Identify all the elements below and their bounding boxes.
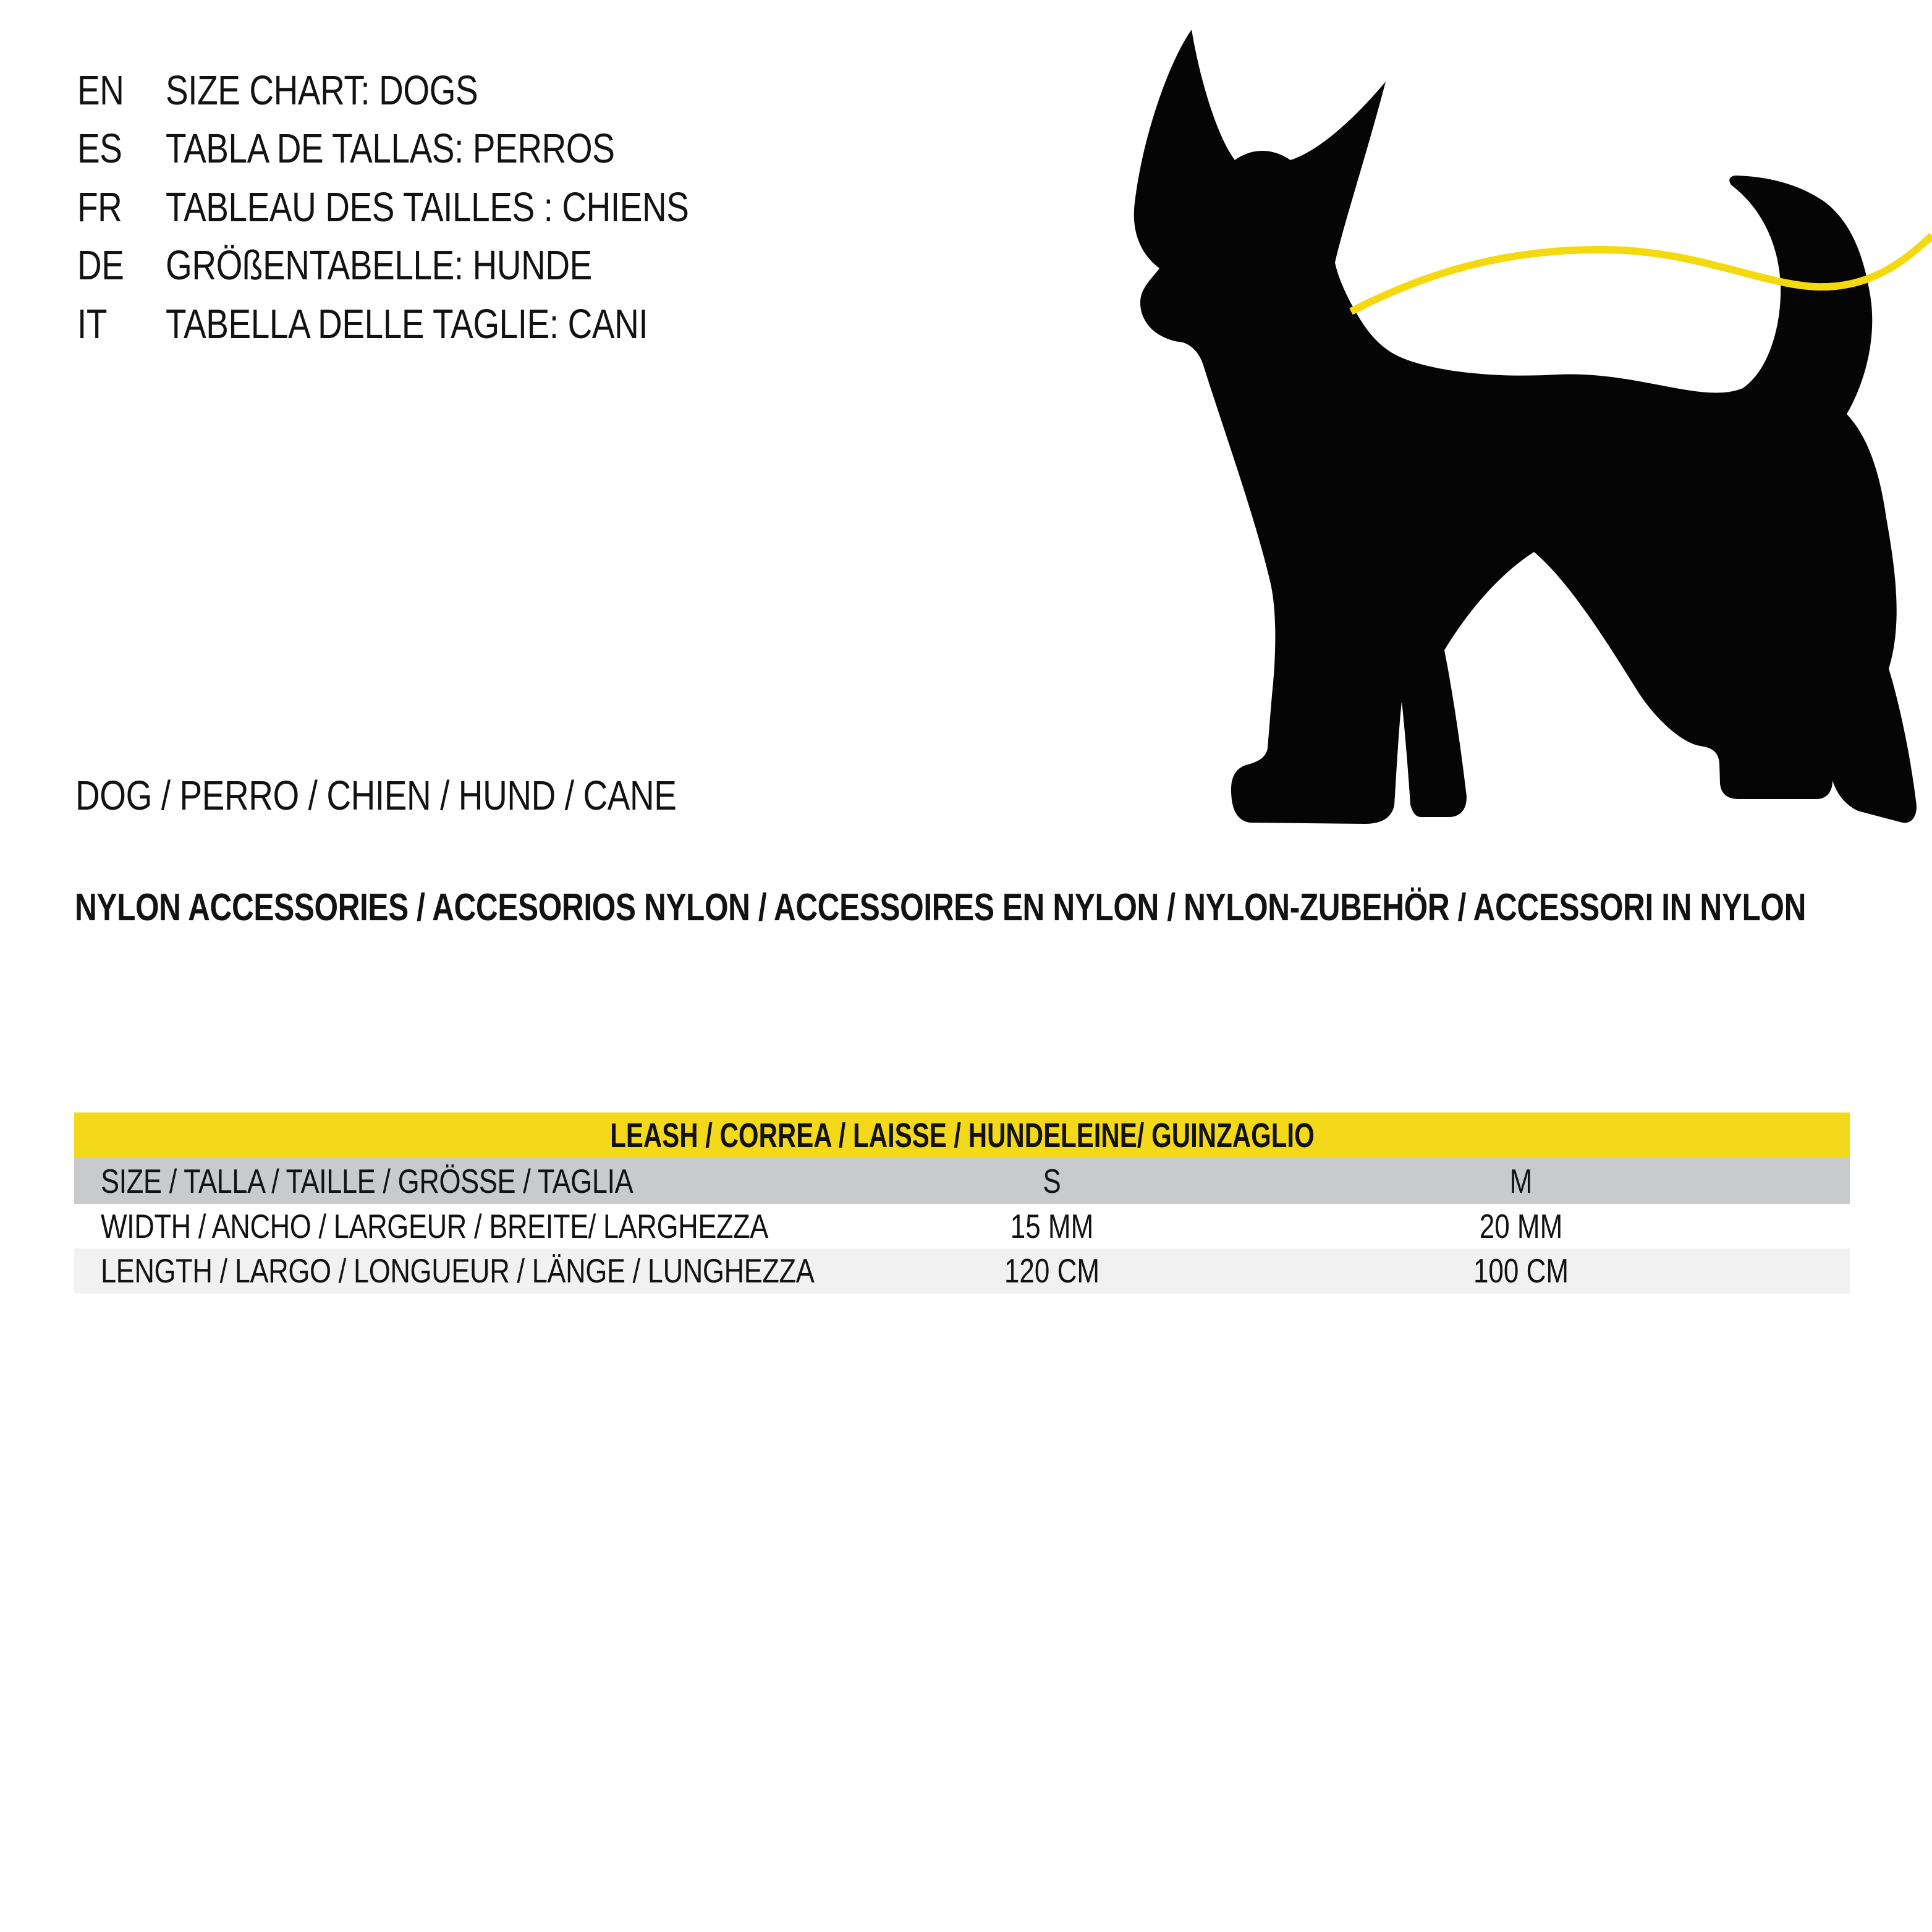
row-label-length: LENGTH / LARGO / LONGUEUR / LÄNGE / LUNGHEZZA	[101, 1252, 815, 1290]
width-value-s: 15 MM	[1010, 1207, 1093, 1245]
language-title-en: SIZE CHART: DOGS	[166, 67, 478, 114]
language-row-de	[77, 237, 803, 295]
table-row-length	[74, 1248, 1850, 1294]
dog-caption-text: DOG / PERRO / CHIEN / HUND / CANE	[75, 772, 677, 819]
language-code-de: DE	[77, 242, 124, 289]
language-row-it	[77, 295, 803, 354]
language-code-fr: FR	[77, 184, 122, 231]
language-title-fr: TABLEAU DES TAILLES : CHIENS	[166, 184, 689, 231]
row-label-size: SIZE / TALLA / TAILLE / GRÖSSE / TAGLIA	[101, 1162, 633, 1200]
size-value-m: M	[1510, 1162, 1533, 1200]
table-row-width	[74, 1204, 1850, 1248]
size-value-s: S	[1042, 1162, 1061, 1200]
language-code-it: IT	[77, 300, 108, 347]
chihuahua-silhouette-icon	[1134, 30, 1917, 824]
table-row-size	[74, 1158, 1850, 1204]
width-value-m: 20 MM	[1480, 1207, 1563, 1245]
language-title-es: TABLA DE TALLAS: PERROS	[166, 125, 615, 172]
row-label-width: WIDTH / ANCHO / LARGEUR / BREITE/ LARGHEZZA	[101, 1207, 768, 1245]
language-code-es: ES	[77, 125, 122, 172]
material-heading-text: NYLON ACCESSORIES / ACCESORIOS NYLON / ACCESSOIRES EN NYLON / NYLON-ZUBEHÖR / ACCESSORI IN NYLON	[75, 886, 1807, 929]
table-header	[74, 1112, 1850, 1158]
language-list	[77, 61, 803, 354]
dog-caption	[75, 766, 808, 825]
leash-size-table	[74, 1112, 1850, 1294]
language-title-it: TABELLA DELLE TAGLIE: CANI	[166, 300, 648, 347]
length-value-s: 120 CM	[1004, 1252, 1099, 1290]
language-row-es	[77, 120, 803, 179]
language-row-fr	[77, 178, 803, 237]
language-row-en	[77, 61, 803, 120]
language-title-de: GRÖßENTABELLE: HUNDE	[166, 242, 592, 289]
length-value-m: 100 CM	[1473, 1252, 1569, 1290]
table-title: LEASH / CORREA / LAISSE / HUNDELEINE/ GUINZAGLIO	[609, 1116, 1315, 1155]
material-heading	[75, 883, 1932, 932]
dog-illustration	[1125, 25, 1932, 828]
language-code-en: EN	[77, 67, 124, 114]
